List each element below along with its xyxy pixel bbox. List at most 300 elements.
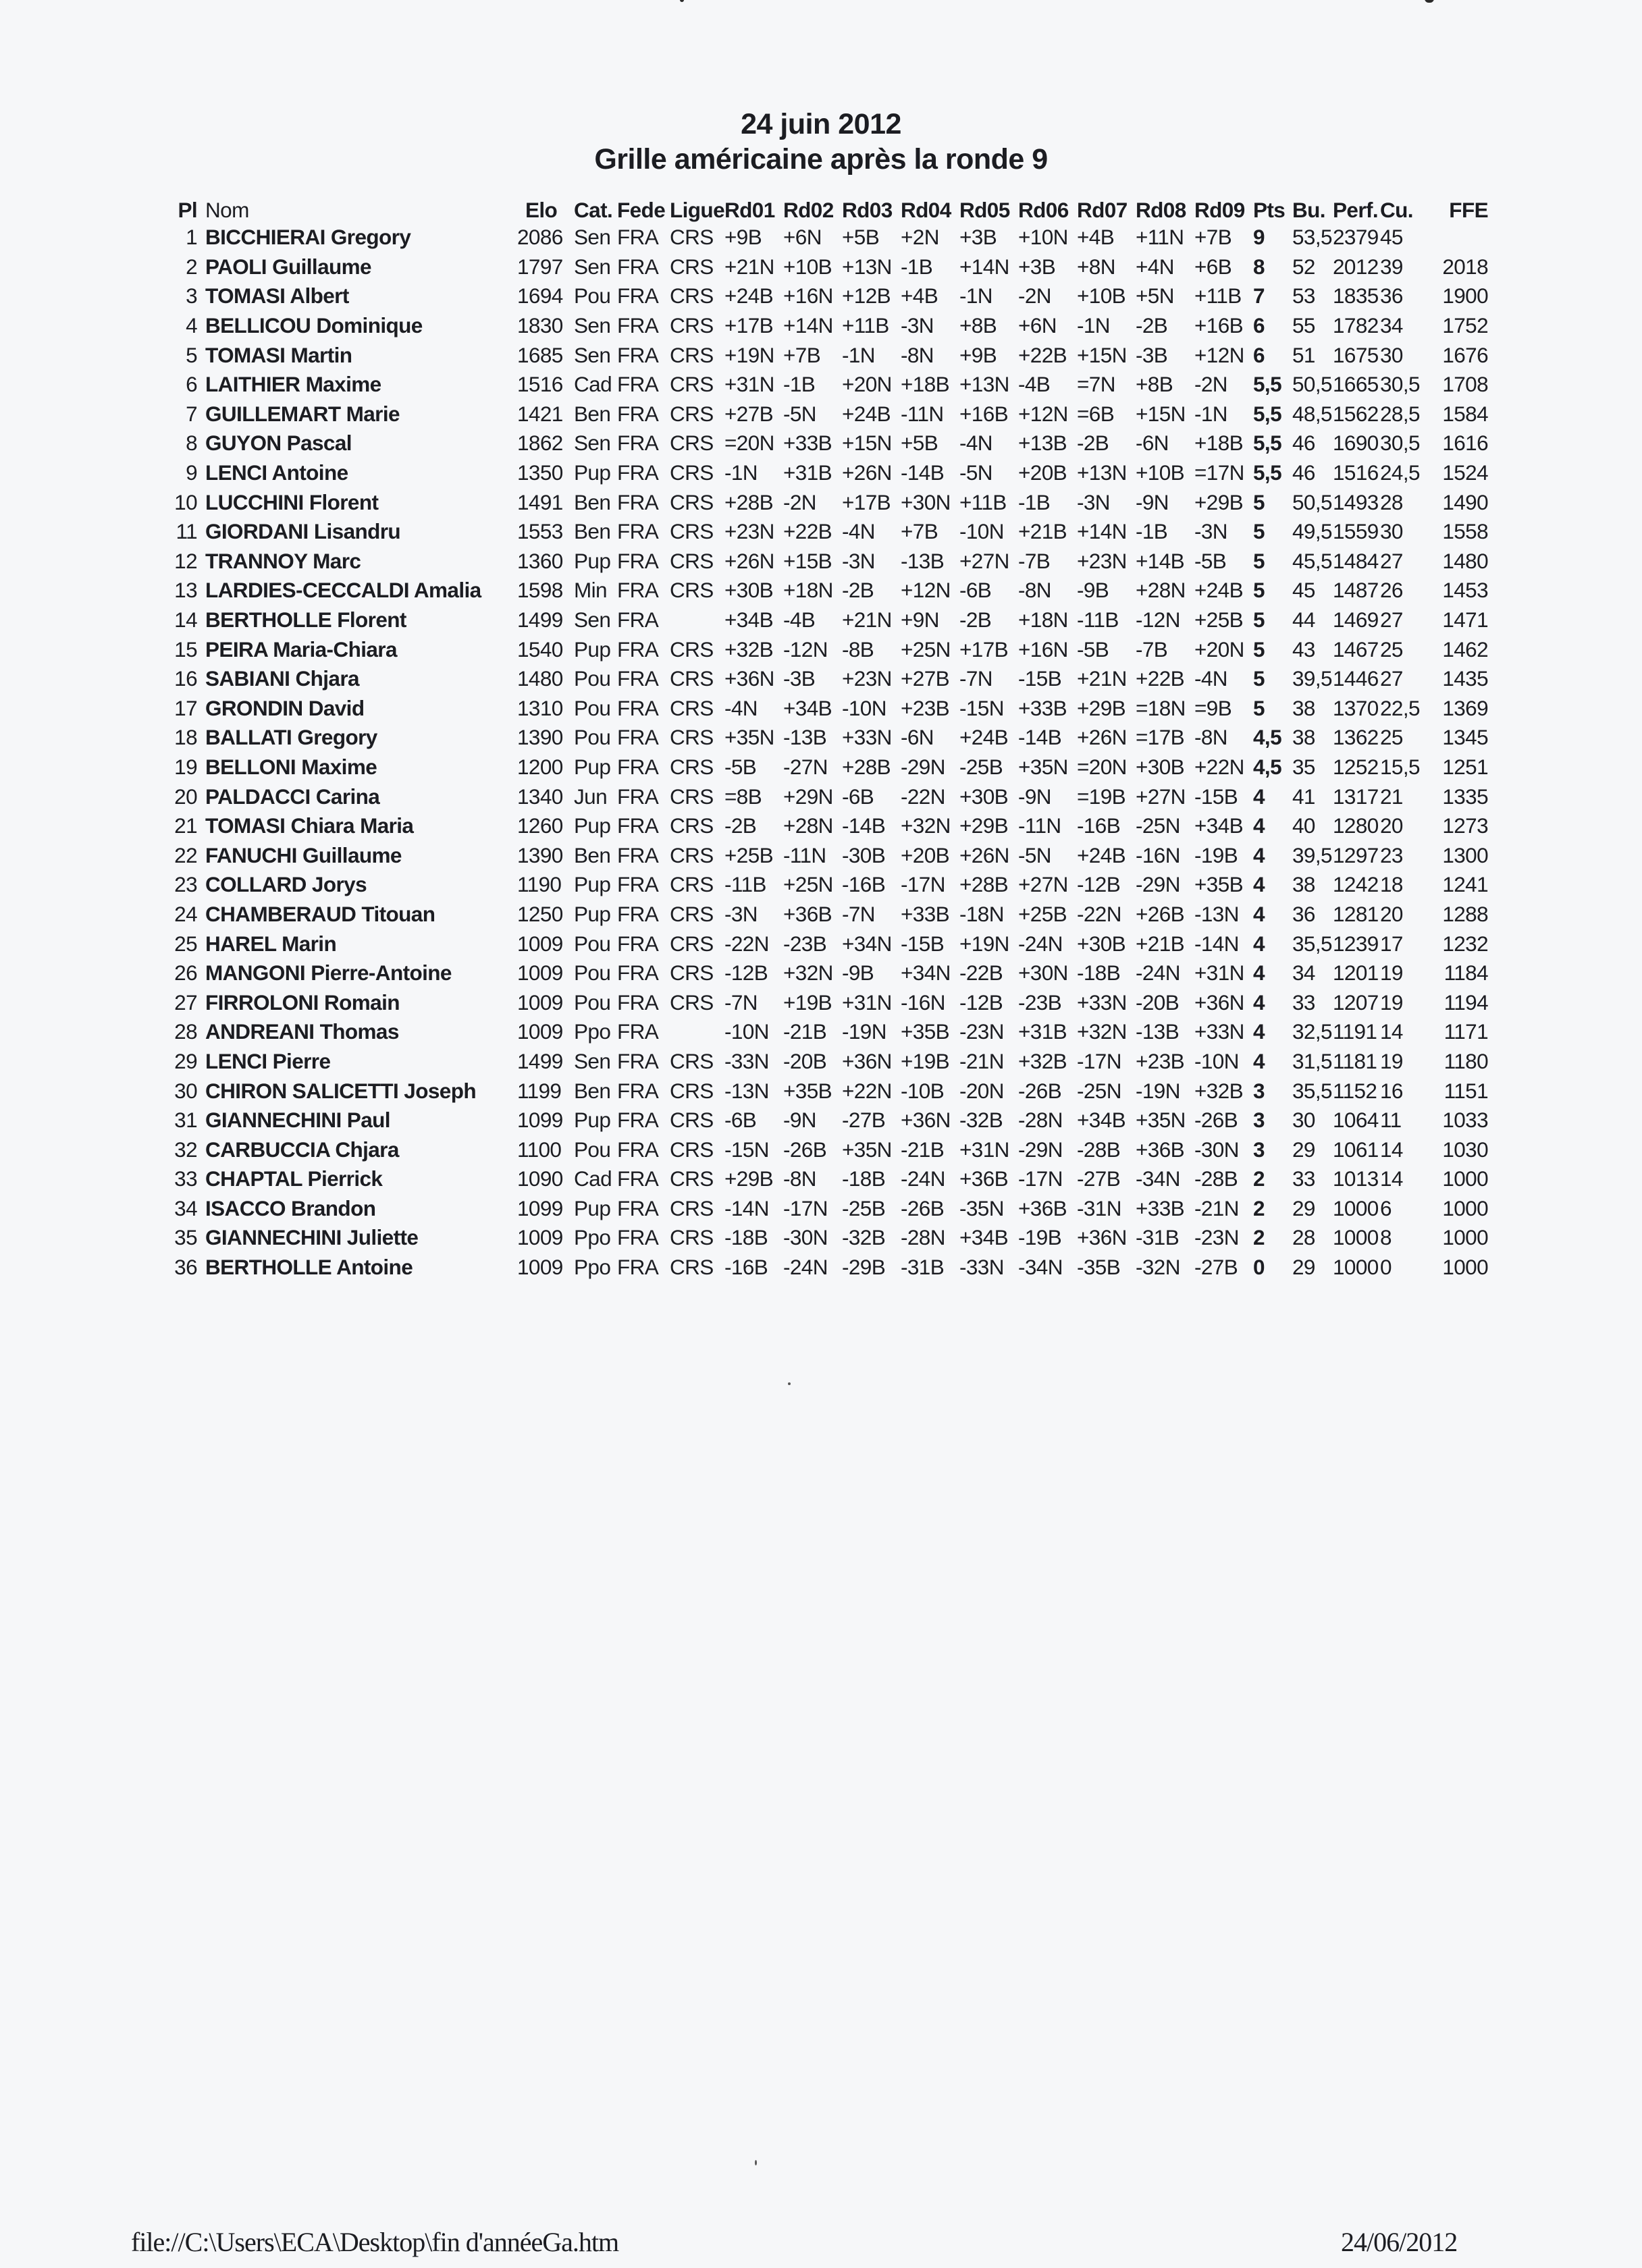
cell-pts: 4 [1253,1048,1265,1073]
cell-perf: 1665 [1333,372,1379,397]
cell-round-07: +23N [1077,548,1127,573]
cell-round-03: +21N [842,608,892,632]
cell-cu: 30,5 [1380,431,1420,456]
cell-cat: Ppo [574,1255,611,1280]
cell-perf: 1562 [1333,401,1379,426]
cell-round-09: -28B [1194,1166,1238,1191]
cell-bu: 35 [1292,754,1315,779]
cell-cat: Pou [574,666,611,691]
cell-pts: 7 [1253,284,1265,308]
cell-round-02: -4B [783,608,816,632]
cell-round-06: -4B [1018,372,1051,397]
cell-pts: 5 [1253,695,1265,720]
cell-ligue: CRS [670,225,714,250]
cell-ligue: CRS [670,519,714,544]
cell-round-05: +16B [959,401,1009,426]
cell-round-05: -1N [959,284,992,308]
cell-nom: COLLARD Jorys [205,872,367,897]
cell-bu: 32,5 [1292,1019,1332,1044]
header-rd03: Rd03 [842,198,893,222]
table-row [165,340,1488,370]
cell-pl: 17 [174,695,197,720]
cell-cat: Pup [574,901,611,926]
cell-round-07: =19B [1077,784,1126,809]
cell-round-06: +31B [1018,1019,1067,1044]
cell-round-05: +11B [959,489,1007,514]
cell-elo: 1553 [517,519,563,544]
table-row [165,1017,1488,1047]
cell-round-02: -26B [783,1137,827,1162]
cell-round-08: -2B [1136,313,1168,338]
table-row [165,311,1488,341]
cell-round-02: -9N [783,1108,816,1133]
cell-pts: 5 [1253,637,1265,662]
cell-round-08: +15N [1136,401,1186,426]
cell-round-04: -24N [901,1166,945,1191]
cell-perf: 1064 [1333,1108,1379,1133]
cell-cat: Pou [574,695,611,720]
cell-cu: 11 [1380,1108,1402,1133]
table-row [165,576,1488,605]
cell-round-07: +13N [1077,460,1127,485]
cell-round-03: +15N [842,431,892,456]
cell-nom: BALLATI Gregory [205,725,377,750]
cell-round-05: +29B [959,813,1009,838]
cell-round-03: -6B [842,784,874,809]
cell-elo: 1685 [517,342,563,367]
cell-ligue: CRS [670,813,714,838]
cell-elo: 1390 [517,842,563,867]
cell-ffe: 1558 [1442,519,1488,544]
cell-perf: 1467 [1333,637,1379,662]
cell-ffe: 1900 [1442,284,1488,308]
header-rd01: Rd01 [724,198,775,222]
table-row [165,400,1488,429]
cell-round-08: -25N [1136,813,1180,838]
cell-round-04: -13B [901,548,945,573]
cell-bu: 29 [1292,1195,1315,1220]
table-row [165,223,1488,252]
cell-pts: 4 [1253,813,1265,838]
cell-pl: 31 [174,1108,197,1133]
cell-round-07: -11B [1077,608,1119,632]
cell-ligue: CRS [670,1255,714,1280]
cell-ligue: CRS [670,431,714,456]
cell-round-08: -13B [1136,1019,1180,1044]
cell-fede: FRA [617,695,659,720]
cell-round-02: +16N [783,284,833,308]
cell-round-02: +29N [783,784,833,809]
cell-round-02: -21B [783,1019,827,1044]
cell-pl: 11 [176,519,197,544]
cell-cat: Cad [574,1166,612,1191]
cell-round-07: +4B [1077,225,1115,250]
cell-bu: 28 [1292,1225,1315,1250]
cell-round-05: -12B [959,990,1003,1015]
cell-round-01: +17B [724,313,774,338]
cell-round-06: -29N [1018,1137,1063,1162]
cell-elo: 1200 [517,754,563,779]
cell-bu: 41 [1292,784,1315,809]
cell-round-03: +11B [842,313,889,338]
cell-round-09: +11B [1194,284,1242,308]
table-row [165,281,1488,311]
cell-perf: 1469 [1333,608,1379,632]
cell-cat: Pup [574,754,611,779]
cell-round-02: -3B [783,666,816,691]
cell-round-07: =6B [1077,401,1115,426]
cell-cat: Pup [574,1108,611,1133]
cell-cat: Ben [574,842,611,867]
cell-cu: 19 [1380,1048,1403,1073]
cell-round-06: -23B [1018,990,1062,1015]
header-rd09: Rd09 [1194,198,1245,222]
cell-round-08: -31B [1136,1225,1180,1250]
table-row [165,1135,1488,1164]
cell-bu: 34 [1292,961,1315,986]
cell-nom: TOMASI Chiara Maria [205,813,414,838]
cell-pl: 12 [174,548,197,573]
cell-fede: FRA [617,1225,659,1250]
cell-fede: FRA [617,1108,659,1133]
cell-round-09: -10N [1194,1048,1239,1073]
cell-pts: 5 [1253,666,1265,691]
cell-round-09: -26B [1194,1108,1238,1133]
cell-round-03: +33N [842,725,892,750]
cell-cu: 27 [1380,608,1403,632]
cell-round-09: =9B [1194,695,1232,720]
cell-round-06: -24N [1018,931,1063,956]
cell-pl: 32 [174,1137,197,1162]
cell-round-04: -3N [901,313,934,338]
cell-fede: FRA [617,1255,659,1280]
cell-round-04: +5B [901,431,938,456]
table-row [165,370,1488,400]
cell-fede: FRA [617,342,659,367]
cell-round-06: +36B [1018,1195,1067,1220]
cell-round-04: +12N [901,578,951,603]
cell-round-03: -2B [842,578,874,603]
cell-perf: 1362 [1333,725,1379,750]
cell-elo: 1830 [517,313,563,338]
cell-round-01: +21N [724,254,774,279]
cell-cu: 14 [1380,1019,1403,1044]
cell-round-09: +36N [1194,990,1244,1015]
cell-elo: 1199 [517,1078,562,1103]
cell-round-05: -7N [959,666,992,691]
cell-fede: FRA [617,431,659,456]
cell-ligue: CRS [670,754,714,779]
cell-round-06: +27N [1018,872,1068,897]
table-row [165,988,1488,1017]
cell-round-07: +36N [1077,1225,1127,1250]
cell-perf: 2012 [1333,254,1379,279]
cell-round-04: +34N [901,961,951,986]
cell-round-07: -2B [1077,431,1109,456]
cell-round-05: -20N [959,1078,1004,1103]
cell-elo: 1598 [517,578,563,603]
cell-elo: 1862 [517,431,563,456]
cell-pl: 33 [174,1166,197,1191]
table-row [165,694,1488,724]
cell-elo: 1009 [517,1019,563,1044]
cell-round-09: -3N [1194,519,1227,544]
scan-speck [755,2160,757,2165]
cell-fede: FRA [617,813,659,838]
cell-cu: 19 [1380,990,1403,1015]
cell-round-09: +6B [1194,254,1232,279]
cell-round-03: +28B [842,754,891,779]
cell-perf: 1370 [1333,695,1379,720]
cell-cat: Pou [574,931,611,956]
cell-round-03: +34N [842,931,892,956]
cell-round-09: +7B [1194,225,1232,250]
cell-cat: Pou [574,1137,611,1162]
cell-round-08: -6N [1136,431,1169,456]
cell-round-06: -11N [1018,813,1061,838]
cell-round-04: -10B [901,1078,945,1103]
cell-round-01: +26N [724,548,774,573]
cell-pl: 14 [174,608,197,632]
cell-round-08: -29N [1136,872,1180,897]
cell-elo: 1009 [517,990,563,1015]
cell-round-06: +35N [1018,754,1068,779]
cell-round-05: +14N [959,254,1009,279]
cell-cat: Pou [574,990,611,1015]
cell-cu: 20 [1380,901,1403,926]
cell-round-06: -9N [1018,784,1051,809]
cell-cat: Pup [574,872,611,897]
cell-pts: 2 [1253,1195,1265,1220]
cell-pts: 5 [1253,548,1265,573]
cell-ligue: CRS [670,284,714,308]
header-elo: Elo [525,198,558,222]
cell-round-09: +12N [1194,342,1244,367]
cell-nom: LUCCHINI Florent [205,489,379,514]
cell-round-05: -25B [959,754,1003,779]
cell-ligue: CRS [670,842,714,867]
cell-pts: 4 [1253,990,1265,1015]
cell-round-05: +19N [959,931,1009,956]
cell-cat: Pou [574,284,611,308]
cell-ligue: CRS [670,961,714,986]
cell-round-06: +33B [1018,695,1067,720]
cell-pl: 29 [174,1048,197,1073]
cell-pts: 5 [1253,489,1265,514]
table-row [165,429,1488,458]
cell-pl: 25 [174,931,197,956]
cell-round-03: +12B [842,284,891,308]
cell-round-04: +36N [901,1108,951,1133]
cell-perf: 1000 [1333,1255,1379,1280]
cell-fede: FRA [617,901,659,926]
cell-pl: 16 [174,666,197,691]
cell-bu: 29 [1292,1255,1315,1280]
cell-elo: 1009 [517,961,563,986]
table-row [165,458,1488,488]
cell-round-06: +25B [1018,901,1067,926]
cell-round-05: +28B [959,872,1009,897]
cell-pts: 9 [1253,225,1265,250]
cell-ffe: 1480 [1442,548,1488,573]
cell-round-09: +29B [1194,489,1244,514]
cell-bu: 46 [1292,460,1315,485]
cell-bu: 38 [1292,695,1315,720]
cell-bu: 35,5 [1292,1078,1332,1103]
cell-round-01: +23N [724,519,774,544]
cell-round-07: -17N [1077,1048,1121,1073]
cell-round-07: -1N [1077,313,1110,338]
cell-ffe: 1471 [1442,608,1488,632]
cell-cu: 19 [1380,961,1403,986]
cell-cu: 39 [1380,254,1403,279]
cell-round-07: +8N [1077,254,1115,279]
cell-fede: FRA [617,931,659,956]
cell-round-02: +22B [783,519,832,544]
cell-round-09: -4N [1194,666,1227,691]
cell-round-08: +5N [1136,284,1174,308]
cell-round-04: +30N [901,489,951,514]
page-date-title: 24 juin 2012 [741,108,901,140]
cell-round-03: +23N [842,666,892,691]
cell-cu: 27 [1380,666,1403,691]
cell-round-06: +3B [1018,254,1056,279]
cell-ffe: 1345 [1442,725,1488,750]
cell-pts: 4 [1253,931,1265,956]
table-row [165,723,1488,753]
cell-pts: 5 [1253,608,1265,632]
cell-bu: 52 [1292,254,1315,279]
cell-ffe: 1251 [1442,754,1488,779]
cell-round-04: +19B [901,1048,950,1073]
table-row [165,634,1488,664]
cell-nom: TOMASI Martin [205,342,352,367]
cell-round-05: +3B [959,225,997,250]
cell-round-01: -12B [724,961,768,986]
cell-cat: Pup [574,813,611,838]
table-row [165,900,1488,929]
cell-nom: GIANNECHINI Juliette [205,1225,419,1250]
cell-ligue: CRS [670,254,714,279]
cell-perf: 1181 [1333,1048,1377,1073]
cell-round-02: +35B [783,1078,832,1103]
table-row [165,782,1488,811]
cell-round-04: -15B [901,931,945,956]
cell-elo: 1099 [517,1108,563,1133]
cell-bu: 38 [1292,725,1315,750]
cell-round-06: +18N [1018,608,1068,632]
cell-round-07: -25N [1077,1078,1121,1103]
table-row [165,1106,1488,1135]
cell-ligue: CRS [670,372,714,397]
header-pl: Pl [178,198,197,222]
cell-round-07: +32N [1077,1019,1127,1044]
cell-round-01: -7N [724,990,758,1015]
cell-elo: 1340 [517,784,563,809]
cell-elo: 1350 [517,460,563,485]
cell-round-03: -14B [842,813,886,838]
cell-round-03: -25B [842,1195,886,1220]
cell-bu: 53,5 [1292,225,1332,250]
cropped-header-remnant [0,0,1642,5]
cell-round-07: =7N [1077,372,1115,397]
cell-nom: LARDIES-CECCALDI Amalia [205,578,481,603]
cell-round-02: +15B [783,548,832,573]
cell-nom: BELLICOU Dominique [205,313,423,338]
cell-round-09: +34B [1194,813,1244,838]
cell-pts: 3 [1253,1108,1265,1133]
cell-cu: 30 [1380,519,1403,544]
cell-round-08: -19N [1136,1078,1180,1103]
cell-pts: 3 [1253,1078,1265,1103]
cell-nom: GUYON Pascal [205,431,352,456]
cell-round-08: +23B [1136,1048,1185,1073]
cell-pl: 18 [174,725,197,750]
header-fede: Fede [617,198,666,222]
cell-bu: 35,5 [1292,931,1332,956]
cell-round-03: -7N [842,901,875,926]
table-row [165,547,1488,576]
cell-round-05: +30B [959,784,1009,809]
cell-round-05: -23N [959,1019,1004,1044]
cell-perf: 1782 [1333,313,1379,338]
cell-nom: SABIANI Chjara [205,666,359,691]
cell-fede: FRA [617,1166,659,1191]
cell-cu: 22,5 [1380,695,1420,720]
cell-fede: FRA [617,637,659,662]
cell-round-09: +31N [1194,961,1244,986]
cell-round-09: -8N [1194,725,1227,750]
cell-ligue: CRS [670,460,714,485]
cell-ffe: 1524 [1442,460,1488,485]
cell-round-01: -16B [724,1255,768,1280]
cell-round-02: -13B [783,725,827,750]
cell-round-06: -28N [1018,1108,1063,1133]
cell-pl: 34 [174,1195,197,1220]
cell-cu: 36 [1380,284,1403,308]
cell-round-07: +24B [1077,842,1126,867]
cell-fede: FRA [617,1048,659,1073]
cell-bu: 44 [1292,608,1315,632]
cell-nom: FIRROLONI Romain [205,990,400,1015]
cell-round-02: -12N [783,637,828,662]
cell-round-06: -5N [1018,842,1051,867]
cell-round-08: +22B [1136,666,1185,691]
cell-cat: Ppo [574,1225,611,1250]
cell-round-01: -18B [724,1225,768,1250]
cell-pl: 9 [186,460,197,485]
cell-cat: Pup [574,1195,611,1220]
cell-round-04: +27B [901,666,950,691]
cell-round-07: -16B [1077,813,1121,838]
cell-ligue: CRS [670,1195,714,1220]
table-row [165,1164,1488,1194]
cell-elo: 1190 [517,872,562,897]
cell-cu: 14 [1380,1137,1403,1162]
cell-round-04: -8N [901,342,934,367]
cell-fede: FRA [617,254,659,279]
cell-round-01: +19N [724,342,774,367]
cell-perf: 1239 [1333,931,1379,956]
cell-nom: HAREL Marin [205,931,337,956]
cell-cu: 27 [1380,548,1403,573]
cell-round-03: -19N [842,1019,886,1044]
cell-bu: 30 [1292,1108,1315,1133]
cell-round-09: +35B [1194,872,1244,897]
cell-round-08: +14B [1136,548,1185,573]
cell-perf: 1835 [1333,284,1379,308]
cell-round-01: +28B [724,489,774,514]
